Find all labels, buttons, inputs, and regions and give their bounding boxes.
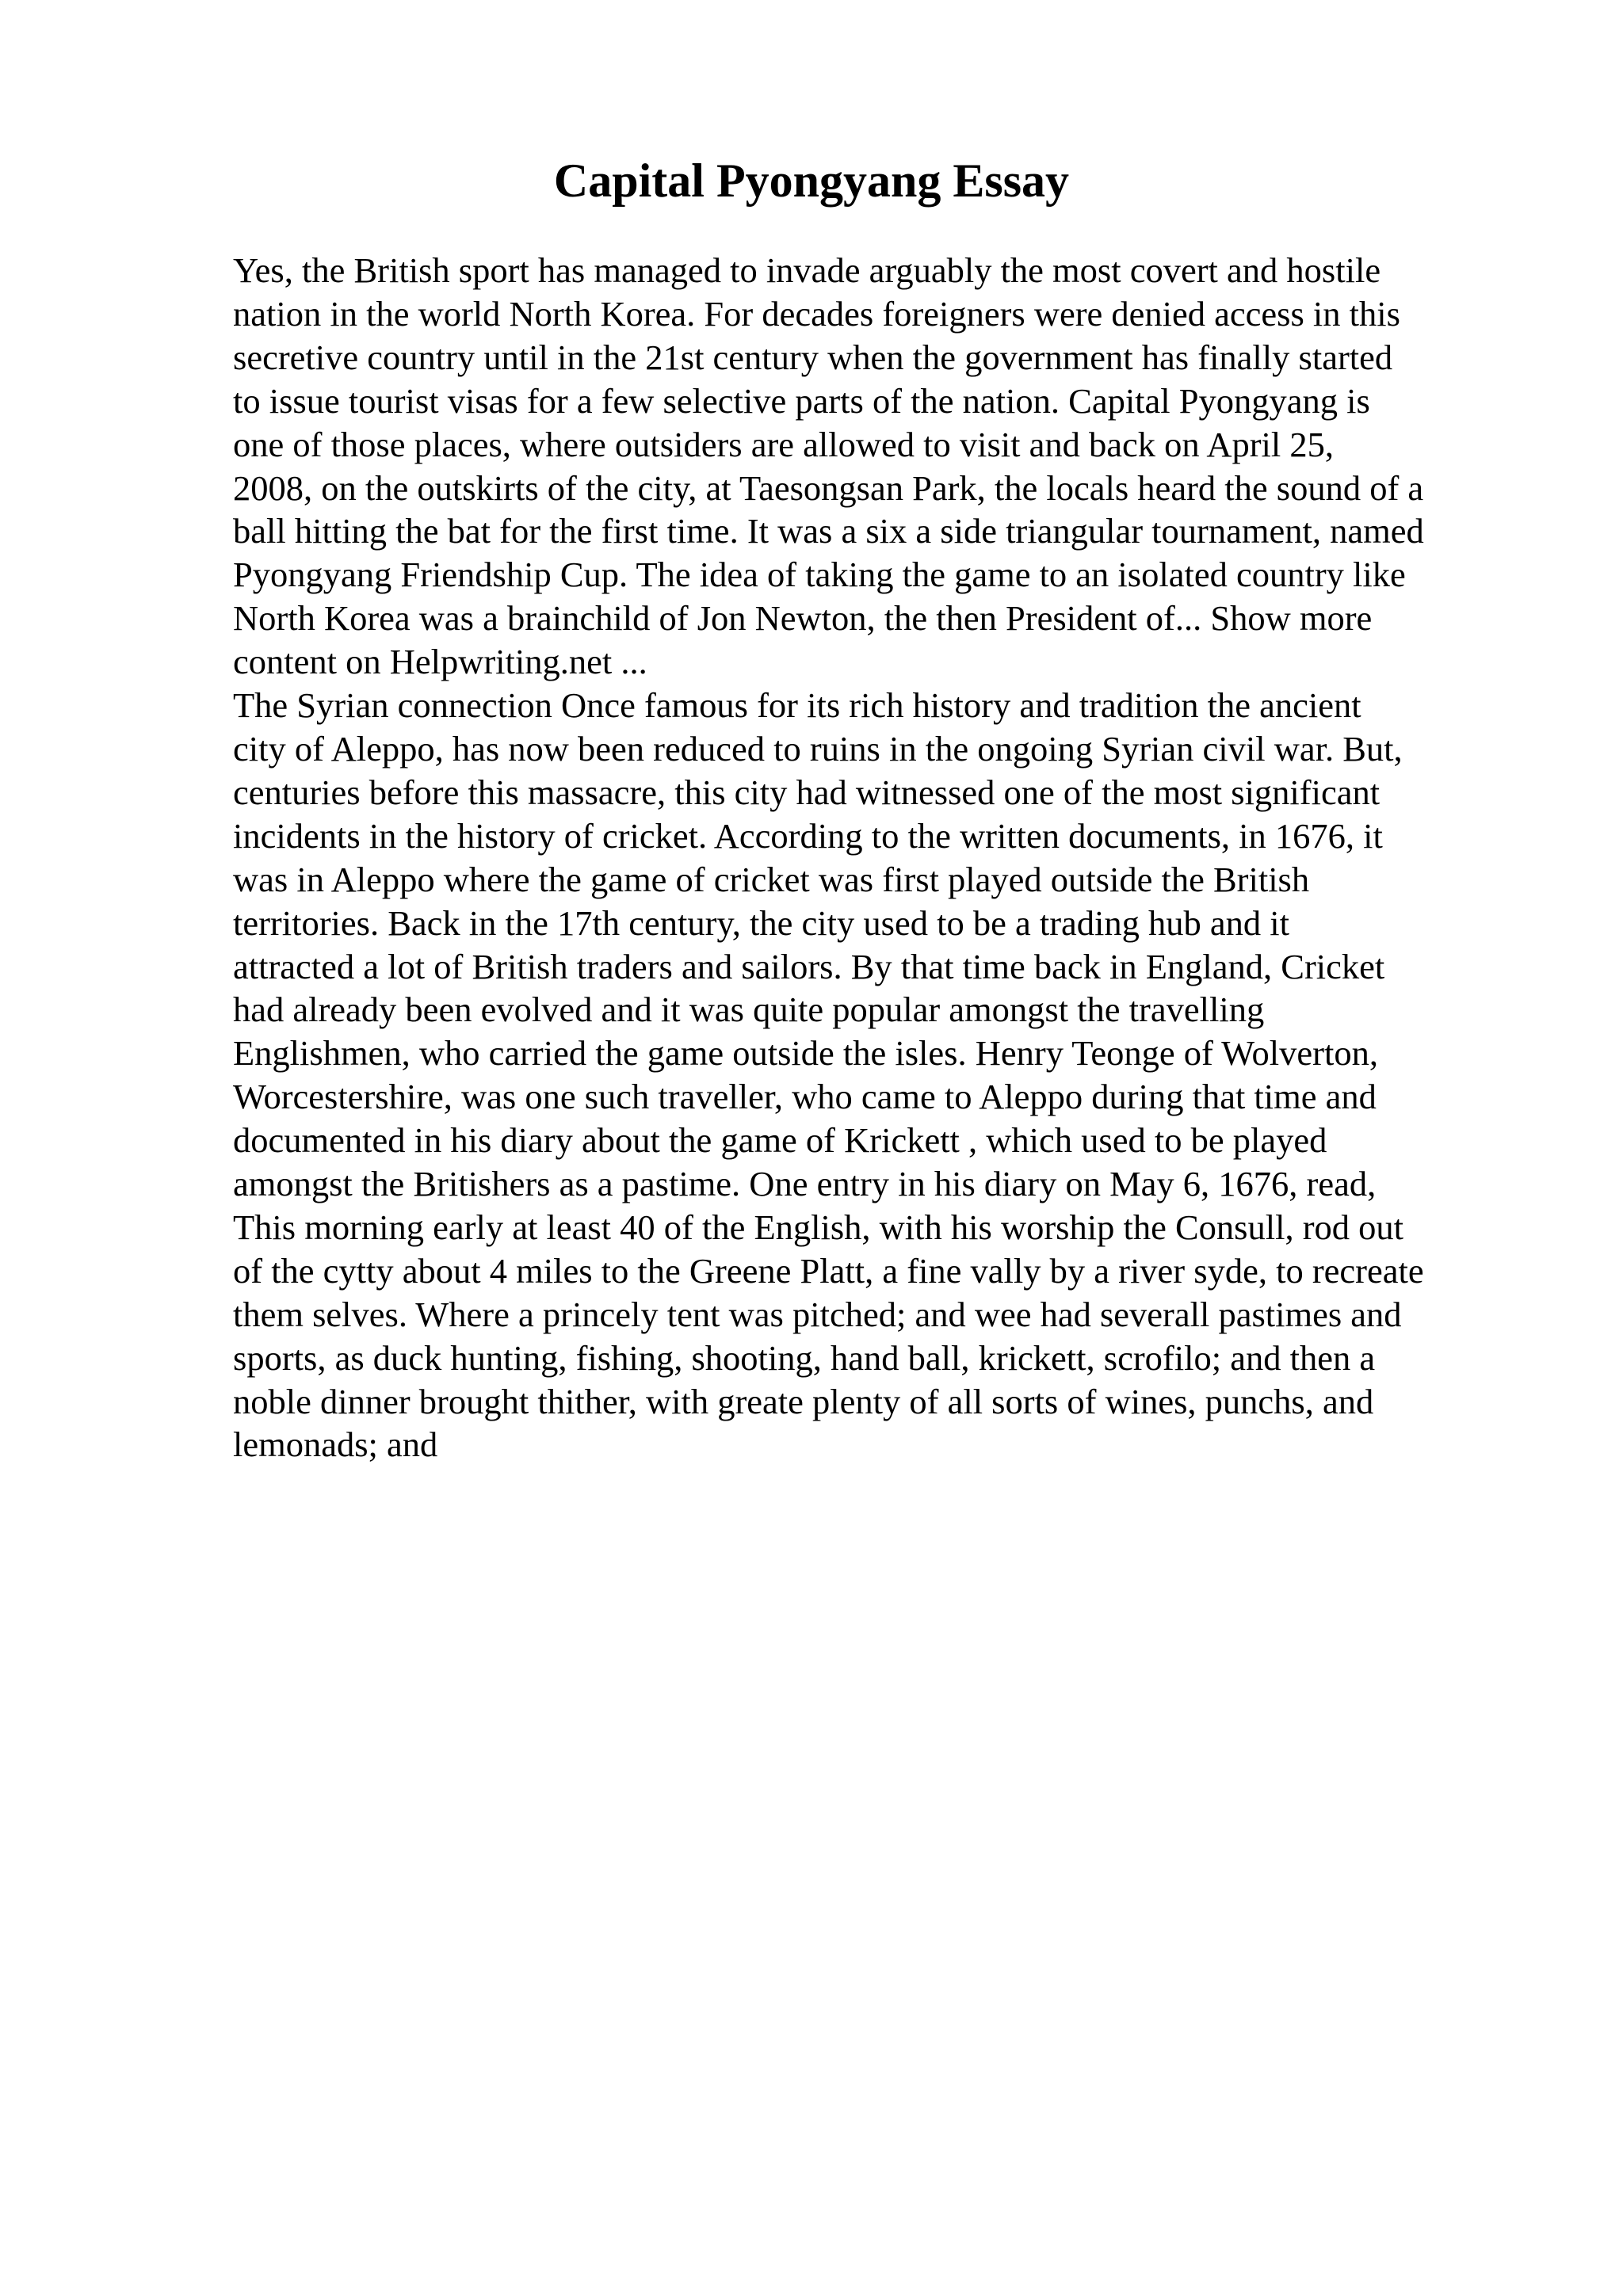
text-line: incidents in the history of cricket. According to the written documents, in 1676, it [233,815,1383,856]
text-line: Worcestershire, was one such traveller, who came to Aleppo during that time and [233,1077,1377,1117]
text-line: secretive country until in the 21st century when the government has finally started [233,337,1393,377]
text-line: amongst the Britishers as a pastime. One entry in his diary on May 6, 1676, read, [233,1164,1377,1204]
text-line: nation in the world North Korea. For decades foreigners were denied access in this [233,293,1400,334]
text-line: territories. Back in the 17th century, the city used to be a trading hub and it [233,902,1289,943]
text-line: sports, as duck hunting, fishing, shooting, hand ball, krickett, scrofilo; and then a [233,1337,1376,1378]
text-line: Pyongyang Friendship Cup. The idea of taking the game to an isolated country like [233,555,1406,595]
text-line: was in Aleppo where the game of cricket was first played outside the British [233,859,1310,899]
text-line: to issue tourist visas for a few selective parts of the nation. Capital Pyongyang is [233,380,1370,421]
text-line: Yes, the British sport has managed to invade arguably the most covert and hostile [233,250,1381,290]
text-line: of the cytty about 4 miles to the Greene Platt, a fine vally by a river syde, to recreate [233,1250,1424,1291]
text-line: one of those places, where outsiders are allowed to visit and back on April 25, [233,424,1335,464]
text-line: attracted a lot of British traders and sailors. By that time back in England, Cricket [233,946,1385,986]
text-line: content on Helpwriting.net ... [233,642,647,682]
text-line: documented in his diary about the game of Krickett , which used to be played [233,1120,1327,1161]
document-title: Capital Pyongyang Essay [553,154,1070,207]
text-line: North Korea was a brainchild of Jon Newton, the then President of... Show more [233,598,1373,639]
essay-body [233,249,1517,1466]
text-line: ball hitting the bat for the first time. It was a six a side triangular tournament, named [233,511,1424,551]
text-line: had already been evolved and it was quite popular amongst the travelling [233,990,1265,1030]
text-line: them selves. Where a princely tent was pitched; and wee had severall pastimes and [233,1294,1402,1334]
text-line: This morning early at least 40 of the English, with his worship the Consull, rod out [233,1207,1403,1247]
text-line: Englishmen, who carried the game outside the isles. Henry Teonge of Wolverton, [233,1033,1378,1074]
text-line: centuries before this massacre, this city had witnessed one of the most significant [233,772,1381,812]
text-line: 2008, on the outskirts of the city, at Taesongsan Park, the locals heard the sound of a [233,467,1424,508]
text-line: city of Aleppo, has now been reduced to ruins in the ongoing Syrian civil war. But, [233,728,1403,769]
text-line: The Syrian connection Once famous for its rich history and tradition the ancient [233,685,1361,726]
text-line: lemonads; and [233,1425,438,1465]
text-line: noble dinner brought thither, with greate plenty of all sorts of wines, punchs, and [233,1381,1374,1421]
